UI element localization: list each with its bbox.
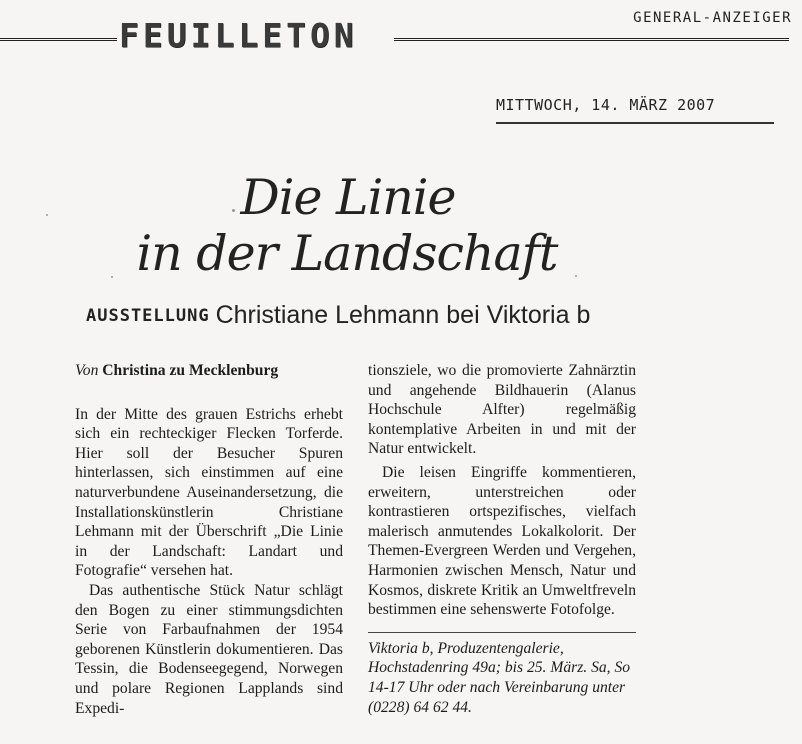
- masthead: [0, 10, 802, 55]
- article-column-1: [75, 361, 343, 718]
- dateline: MITTWOCH, 14. MÄRZ 2007: [496, 96, 716, 114]
- masthead-rule-left: [0, 38, 118, 41]
- paper-speck: [232, 209, 235, 212]
- byline: [75, 361, 343, 381]
- column2-paragraph-2: Die leisen Eingriffe kommentieren, erweitern, unterstreichen oder kontrastieren ortspezifisches, vielfach malerisch anmutendes Lokalkolorit. Der Themen-Evergreen Werden und Vergehen, Harmonien zwischen Mensch, Natur und Kosmos, diskrete Kritik an Umweltfreveln bestimmen eine sehenswerte Fotofolge.: [368, 463, 636, 619]
- subheadline: [86, 300, 590, 331]
- column1-paragraph-1: In der Mitte des grauen Estrichs erhebt sich ein rechteckiger Flecken Torferde. Hier soll der Besucher Spuren hinterlassen, sich einstimmen auf eine naturverbundene Auseinandersetzung, die Installationskünstlerin Christiane Lehmann mit der Überschrift „Die Linie in der Landschaft: Landart und Fotografie“ versehen hat.: [75, 405, 343, 580]
- headline: [0, 170, 802, 282]
- article-column-2: [368, 361, 636, 717]
- headline-line-1: Die Linie: [240, 169, 456, 226]
- byline-author: Christina zu Mecklenburg: [102, 362, 279, 379]
- info-divider: [368, 632, 636, 633]
- column2-paragraph-1: tionsziele, wo die promovierte Zahnärztin und angehende Bildhauerin (Alanus Hochschule Alfter) regelmäßig kontemplative Arbeiten in und mit der Natur entwickelt.: [368, 362, 636, 458]
- paper-speck: [46, 214, 48, 216]
- headline-line-2: in der Landschaft: [136, 225, 558, 282]
- byline-prefix: Von: [75, 362, 99, 379]
- subhead-text: Christiane Lehmann bei Viktoria b: [215, 301, 591, 329]
- masthead-rule-right: [394, 38, 789, 41]
- paper-speck: [575, 275, 577, 277]
- paper-speck: [111, 276, 113, 278]
- exhibition-info: Viktoria b, Produzentengalerie, Hochstadenring 49a; bis 25. März. Sa, So 14-17 Uhr oder nach Vereinbarung unter (0228) 64 62 44.: [368, 639, 631, 716]
- subhead-kicker: AUSSTELLUNG: [86, 306, 210, 326]
- newspaper-name: GENERAL-ANZEIGER: [629, 10, 792, 26]
- dateline-rule: [496, 122, 774, 124]
- section-title: FEUILLETON: [119, 16, 358, 55]
- column1-paragraph-2: Das authentische Stück Natur schlägt den Bogen zu einer stimmungsdichten Serie von Farbaufnahmen der 1954 geborenen Künstlerin dokumentieren. Das Tessin, die Bodenseegegend, Norwegen und polare Regionen Lapplands sind Expedi-: [75, 581, 343, 717]
